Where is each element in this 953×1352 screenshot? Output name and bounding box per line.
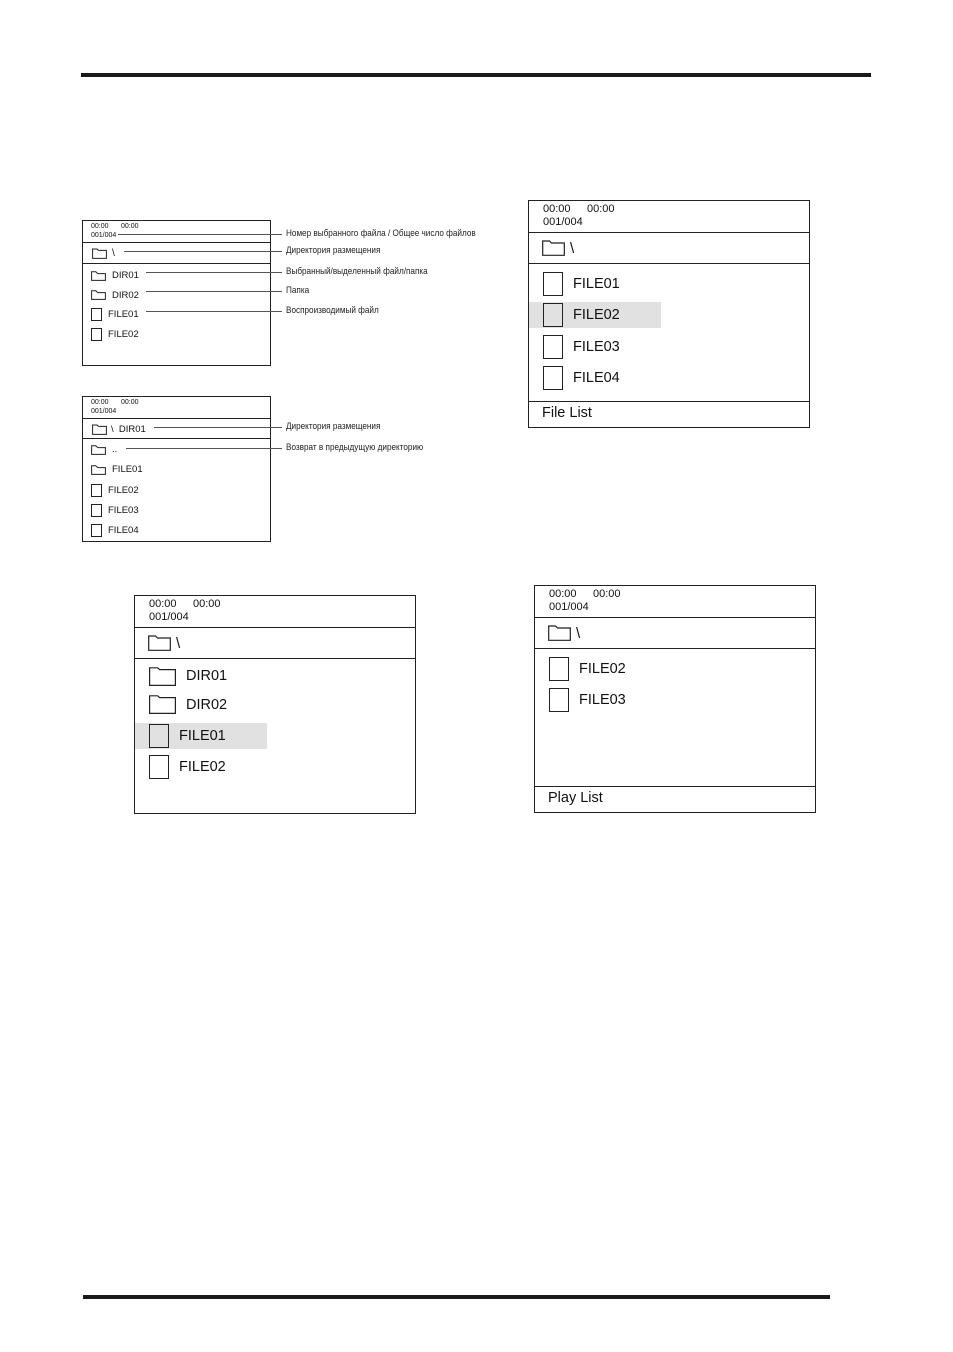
- current-directory: [135, 628, 415, 659]
- callout-line: [146, 291, 282, 292]
- callout-playing-file: Воспроизводимый файл: [286, 305, 379, 316]
- folder-icon: [92, 424, 107, 435]
- folder-icon: [91, 445, 106, 455]
- time-total: 00:00: [587, 203, 615, 215]
- folder-row[interactable]: [83, 462, 143, 477]
- list-footer: [529, 401, 809, 427]
- directory-path: \: [570, 239, 575, 257]
- folder-name: FILE01: [112, 464, 143, 476]
- time-elapsed: 00:00: [149, 598, 177, 610]
- folder-icon: [548, 625, 571, 641]
- panel-e-play-list: [534, 585, 816, 813]
- file-row[interactable]: [83, 307, 139, 322]
- callout-line: [118, 234, 282, 235]
- file-row[interactable]: [529, 271, 620, 297]
- file-icon: [91, 308, 102, 321]
- folder-icon: [149, 695, 176, 714]
- file-icon: [549, 688, 569, 712]
- directory-path: \: [576, 624, 581, 642]
- time-elapsed: 00:00: [91, 399, 109, 406]
- folder-row[interactable]: [83, 288, 139, 303]
- folder-icon: [91, 465, 106, 475]
- file-counter: 001/004: [91, 408, 117, 415]
- folder-row[interactable]: [83, 268, 139, 283]
- panel-c-file-list: [528, 200, 810, 428]
- time-elapsed: 00:00: [91, 223, 109, 230]
- folder-name: DIR01: [112, 270, 139, 281]
- file-row[interactable]: [535, 687, 626, 713]
- callout-line: [146, 311, 282, 312]
- list-footer: [535, 786, 815, 812]
- callout-folder: Папка: [286, 285, 310, 296]
- status-header: [135, 596, 415, 628]
- folder-row[interactable]: [83, 442, 117, 457]
- file-name: FILE02: [579, 661, 626, 677]
- file-row[interactable]: [135, 754, 226, 780]
- current-directory: [83, 419, 270, 439]
- file-counter: 001/004: [549, 601, 589, 613]
- callout-line: [126, 448, 282, 449]
- panel-a-file-browser: [82, 220, 271, 366]
- file-icon: [91, 504, 102, 517]
- file-name: FILE04: [573, 369, 620, 386]
- current-directory: [535, 618, 815, 649]
- folder-icon: [91, 271, 106, 281]
- file-counter: 001/004: [543, 216, 583, 228]
- folder-icon: [92, 248, 107, 259]
- folder-name: DIR02: [112, 289, 139, 301]
- panel-b-file-browser: [82, 396, 271, 542]
- file-icon: [543, 335, 563, 359]
- callout-directory: Директория размещения: [286, 421, 381, 432]
- file-name: FILE03: [579, 692, 626, 709]
- file-icon: [91, 328, 102, 341]
- file-row[interactable]: [135, 723, 267, 749]
- file-name: FILE02: [108, 484, 139, 496]
- status-header: [83, 221, 270, 243]
- status-header: [535, 586, 815, 618]
- file-row[interactable]: [83, 503, 139, 518]
- callout-line: [146, 272, 282, 273]
- time-total: 00:00: [193, 598, 221, 610]
- top-rule: [81, 73, 871, 77]
- status-header: [83, 397, 270, 419]
- time-elapsed: 00:00: [549, 588, 577, 600]
- callout-line: [124, 251, 282, 252]
- file-name: FILE01: [179, 728, 226, 744]
- folder-row[interactable]: [135, 663, 227, 689]
- time-total: 00:00: [593, 588, 621, 600]
- current-directory: [529, 233, 809, 264]
- file-counter: 001/004: [149, 611, 189, 623]
- file-row[interactable]: [529, 302, 661, 328]
- folder-name: ..: [112, 444, 118, 455]
- current-directory: [83, 243, 270, 264]
- file-icon: [91, 484, 102, 497]
- time-total: 00:00: [121, 223, 139, 230]
- callout-line: [154, 427, 282, 428]
- folder-icon: [542, 240, 565, 256]
- file-row[interactable]: [535, 656, 626, 682]
- file-icon: [149, 755, 169, 779]
- file-icon: [543, 303, 563, 327]
- file-row[interactable]: [83, 523, 139, 538]
- file-name: FILE02: [573, 307, 620, 324]
- time-elapsed: 00:00: [543, 203, 571, 215]
- directory-path: \: [112, 247, 115, 259]
- file-name: FILE03: [573, 338, 620, 355]
- file-icon: [549, 657, 569, 681]
- panel-d-file-browser: [134, 595, 416, 814]
- footer-label: File List: [542, 405, 592, 421]
- file-name: FILE01: [108, 309, 139, 320]
- folder-icon: [148, 635, 171, 651]
- directory-path: \: [176, 634, 181, 652]
- file-row[interactable]: [529, 334, 620, 360]
- file-name: FILE02: [179, 759, 226, 776]
- callout-parent-directory: Возврат в предыдущую директорию: [286, 442, 424, 453]
- file-icon: [91, 524, 102, 537]
- directory-path: \ DIR01: [111, 423, 146, 435]
- callout-directory: Директория размещения: [286, 245, 381, 256]
- file-icon: [543, 366, 563, 390]
- file-name: FILE02: [108, 328, 139, 340]
- folder-icon: [149, 667, 176, 686]
- callout-file-counter: Номер выбранного файла / Общее число файлов: [286, 228, 476, 239]
- bottom-rule: [83, 1295, 830, 1299]
- file-name: FILE04: [108, 525, 139, 537]
- file-name: FILE01: [573, 276, 620, 292]
- file-row[interactable]: [83, 483, 139, 498]
- time-total: 00:00: [121, 399, 139, 406]
- folder-name: DIR02: [186, 696, 228, 713]
- folder-row[interactable]: [135, 692, 227, 718]
- file-icon: [149, 724, 169, 748]
- callout-selected: Выбранный/выделенный файл/папка: [286, 266, 428, 277]
- file-row[interactable]: [83, 327, 139, 342]
- file-row[interactable]: [529, 365, 620, 391]
- footer-label: Play List: [548, 790, 603, 806]
- folder-name: DIR01: [186, 668, 228, 684]
- status-header: [529, 201, 809, 233]
- folder-icon: [91, 290, 106, 300]
- file-icon: [543, 272, 563, 296]
- file-name: FILE03: [108, 504, 139, 516]
- file-counter: 001/004: [91, 232, 117, 239]
